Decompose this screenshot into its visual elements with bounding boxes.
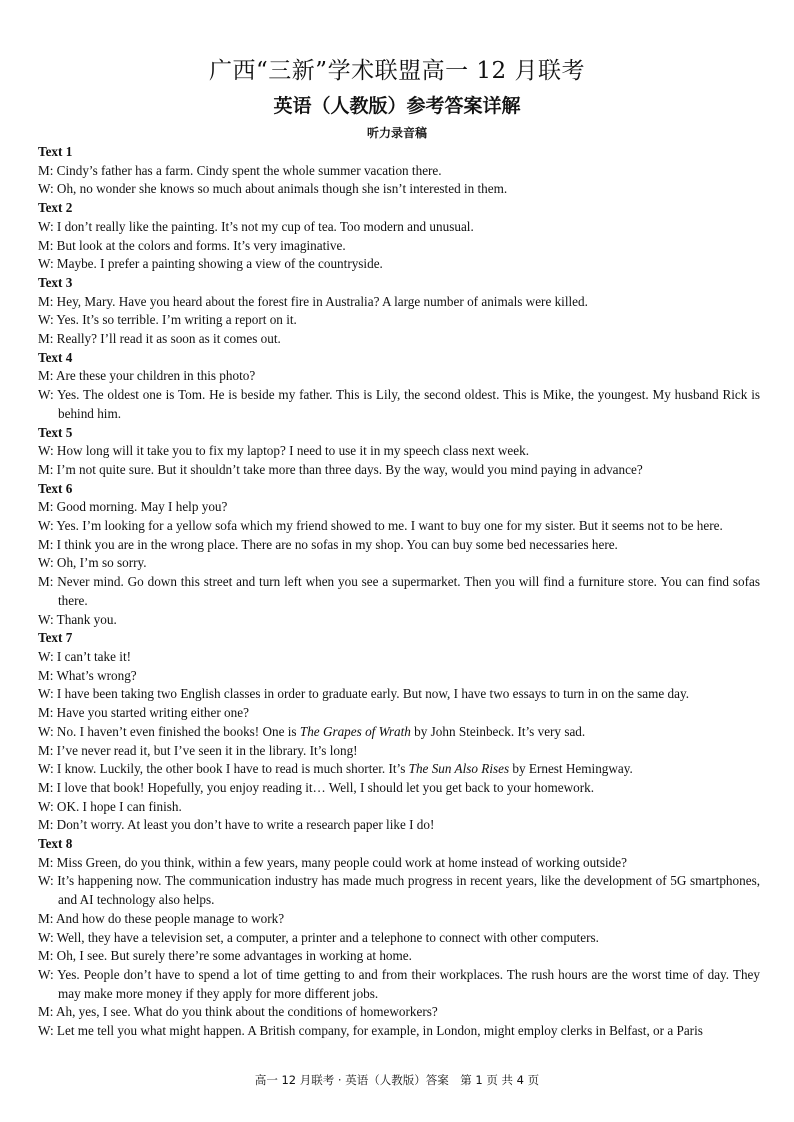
dialogue-line: M: Oh, I see. But surely there’re some advantages in working at home.	[38, 948, 412, 964]
dialogue-line: M: Have you started writing either one?	[38, 705, 249, 721]
dialogue-line: W: I know. Luckily, the other book I have to read is much shorter. It’s The Sun Also Rises by Ernest Hemingway.	[38, 761, 633, 777]
text-heading: Text 2	[38, 200, 73, 216]
dialogue-line: W: Let me tell you what might happen. A British company, for example, in London, might employ clerks in Belfast, or a Paris	[38, 1023, 703, 1039]
dialogue-line: M: Really? I’ll read it as soon as it comes out.	[38, 331, 281, 347]
dialogue-line: M: I’ve never read it, but I’ve seen it in the library. It’s long!	[38, 742, 358, 758]
dialogue-line: W: I have been taking two English classes in order to graduate early. But now, I have two essays to turn in on the same day.	[38, 686, 690, 702]
dialogue-line: M: Miss Green, do you think, within a few years, many people could work at home instead of working outside?	[38, 854, 627, 870]
dialogue-line: M: Ah, yes, I see. What do you think about the conditions of homeworkers?	[38, 1004, 438, 1020]
dialogue-line: W: Oh, no wonder she knows so much about animals though she isn’t interested in them.	[38, 181, 508, 197]
dialogue-line: W: OK. I hope I can finish.	[38, 798, 182, 814]
dialogue-line: M: And how do these people manage to work?	[38, 910, 285, 926]
dialogue-line: M: Don’t worry. At least you don’t have to write a research paper like I do!	[38, 817, 435, 833]
dialogue-line: W: Yes. It’s so terrible. I’m writing a report on it.	[38, 312, 297, 328]
dialogue-line: M: Good morning. May I help you?	[38, 499, 228, 515]
dialogue-line: M: But look at the colors and forms. It’s very imaginative.	[38, 237, 346, 253]
page-footer: 高一 12 月联考 · 英语（人教版）答案 第 1 页 共 4 页	[254, 1073, 540, 1087]
page-subtitle: 英语（人教版）参考答案详解	[273, 95, 521, 117]
dialogue-line: M: I love that book! Hopefully, you enjoy reading it… Well, I should let you get back to your homework.	[38, 779, 595, 795]
dialogue-line: W: It’s happening now. The communication industry has made much progress in recent years, like the development of 5G smartphones, and AI technology also helps.	[38, 873, 760, 908]
text-heading: Text 7	[38, 630, 73, 646]
dialogue-line: W: Yes. People don’t have to spend a lot of time getting to and from their workplaces. The rush hours are the worst time of day. They may make more money if they apply for more different jobs.	[38, 966, 760, 1001]
dialogue-line: W: How long will it take you to fix my laptop? I need to use it in my speech class next week.	[38, 443, 530, 459]
dialogue-line: M: I think you are in the wrong place. There are no sofas in my shop. You can buy some bed necessaries here.	[38, 536, 618, 552]
dialogue-line: M: I’m not quite sure. But it shouldn’t take more than three days. By the way, would you mind paying in advance?	[38, 461, 643, 477]
text-heading: Text 3	[38, 274, 73, 290]
text-heading: Text 1	[38, 144, 73, 159]
dialogue-line: W: Well, they have a television set, a computer, a printer and a telephone to connect with other computers.	[38, 929, 599, 945]
transcript-body	[38, 143, 760, 1041]
dialogue-line: W: Maybe. I prefer a painting showing a view of the countryside.	[38, 256, 383, 272]
text-heading: Text 4	[38, 349, 73, 365]
dialogue-line: M: Never mind. Go down this street and turn left when you see a supermarket. Then you will find a furniture store. You can find sofas there.	[38, 574, 760, 608]
text-heading: Text 8	[38, 836, 73, 852]
dialogue-line: W: I can’t take it!	[38, 648, 132, 664]
dialogue-line: W: Yes. The oldest one is Tom. He is beside my father. This is Lily, the second oldest. This is Mike, the youngest. My husband Rick is behind him.	[38, 387, 760, 421]
dialogue-line: W: I don’t really like the painting. It’s not my cup of tea. Too modern and unusual.	[38, 218, 474, 234]
dialogue-line: M: Hey, Mary. Have you heard about the forest fire in Australia? A large number of animals were killed.	[38, 293, 588, 309]
text-heading: Text 6	[38, 480, 73, 496]
page-title: 广西“三新”学术联盟高一 12 月联考	[209, 58, 585, 84]
section-caption: 听力录音稿	[366, 126, 427, 140]
dialogue-line: M: What’s wrong?	[38, 667, 137, 683]
text-heading: Text 5	[38, 424, 73, 440]
dialogue-line: W: Thank you.	[38, 611, 117, 627]
dialogue-line: W: Oh, I’m so sorry.	[38, 555, 147, 571]
dialogue-line: M: Are these your children in this photo?	[38, 368, 256, 384]
dialogue-line: M: Cindy’s father has a farm. Cindy spent the whole summer vacation there.	[38, 162, 442, 178]
dialogue-line: W: No. I haven’t even finished the books! One is The Grapes of Wrath by John Steinbeck. It’s very sad.	[38, 723, 586, 739]
dialogue-line: W: Yes. I’m looking for a yellow sofa which my friend showed to me. I want to buy one for my sister. But it seems not to be here.	[38, 518, 723, 534]
